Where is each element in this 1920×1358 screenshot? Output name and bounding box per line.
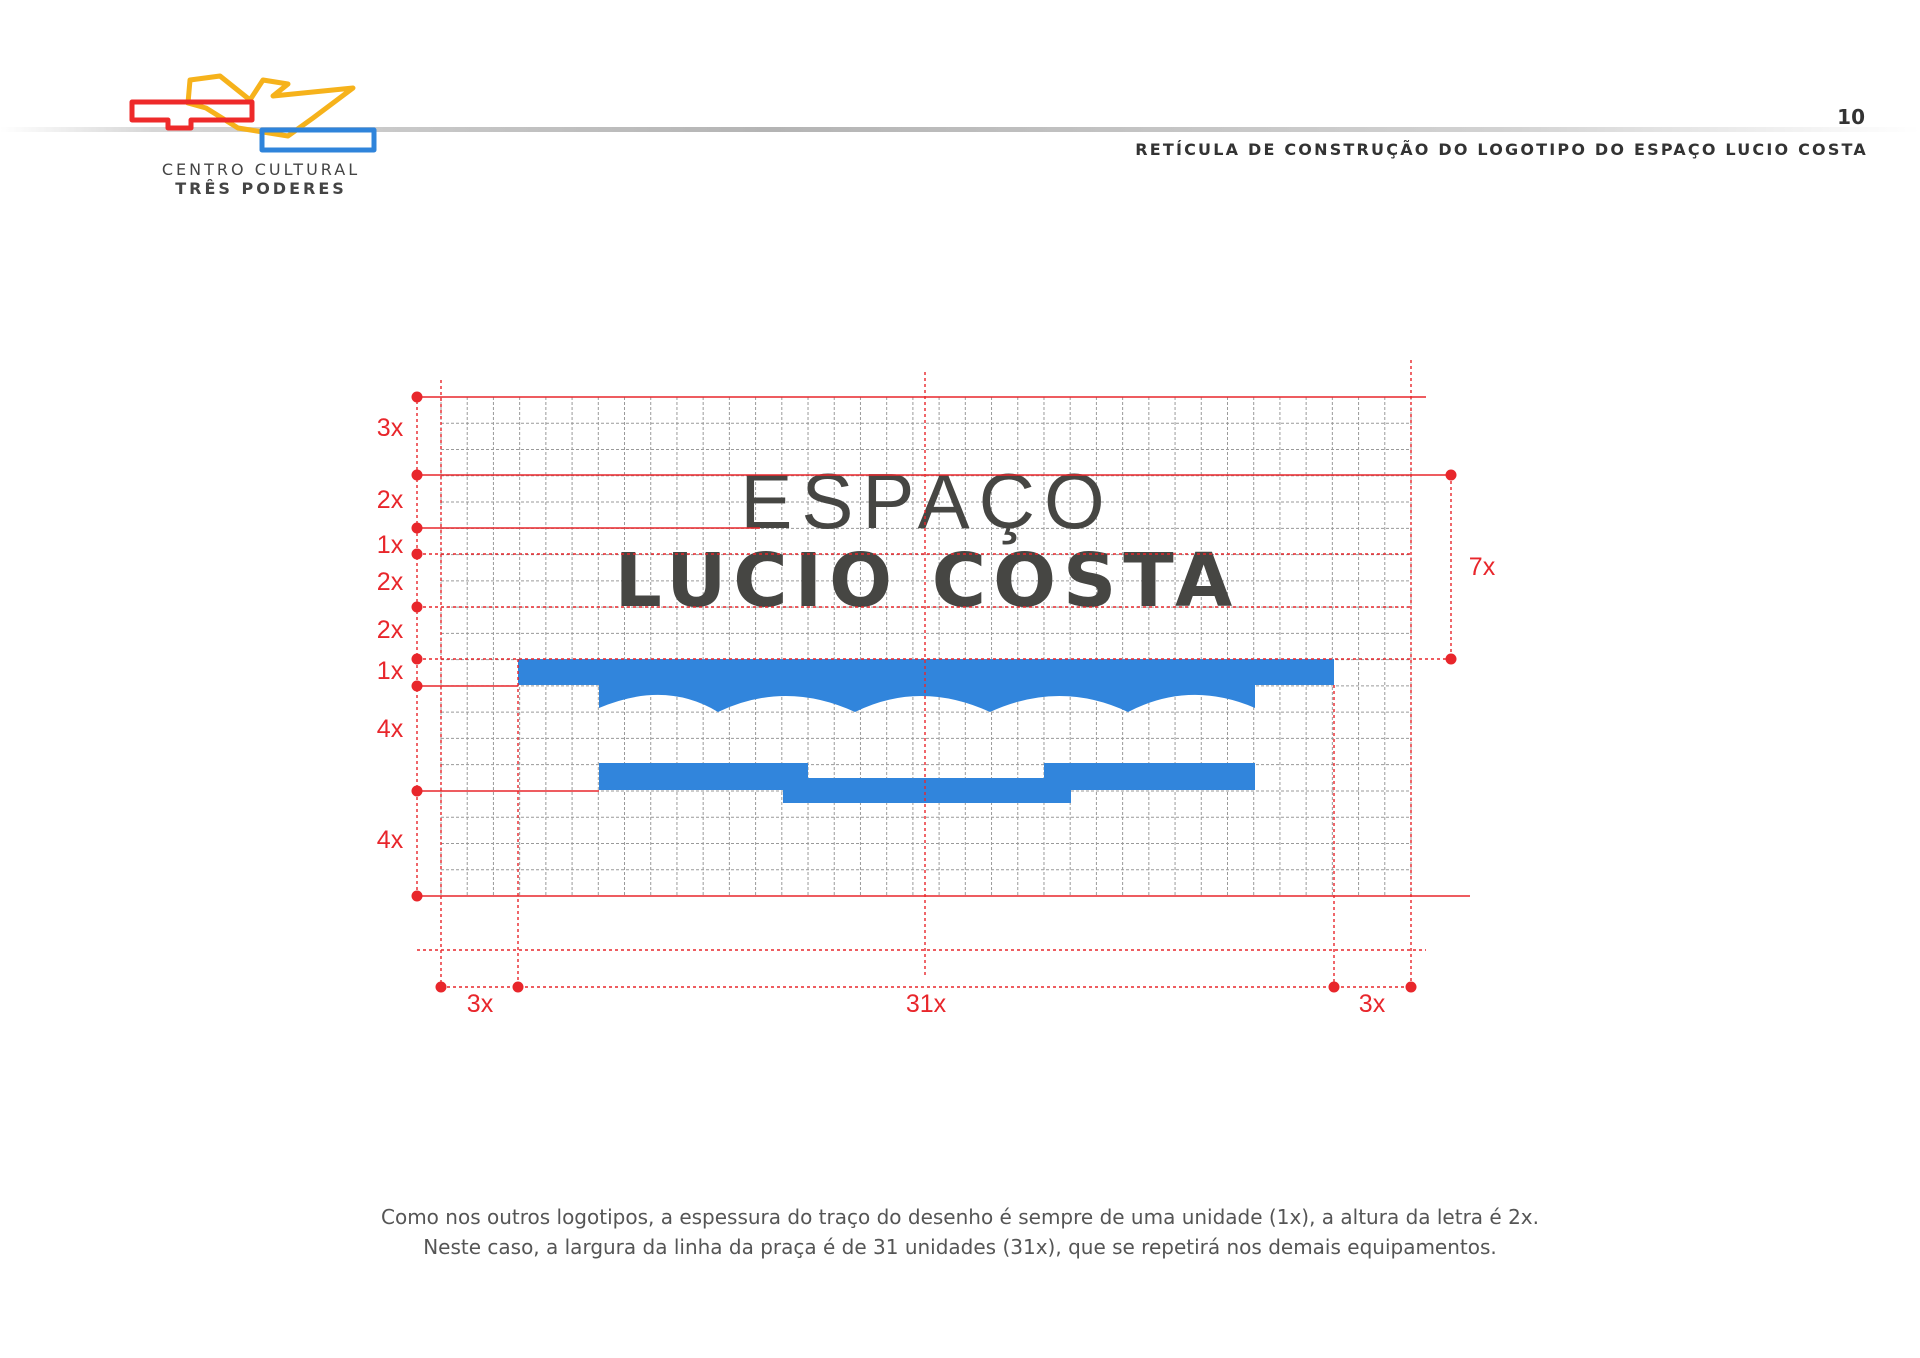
guide-dot <box>1446 654 1457 665</box>
guide-dot <box>1329 982 1340 993</box>
left-label-2x: 2x <box>376 616 404 644</box>
logo-plaza-bottom-bar <box>599 763 1255 803</box>
guide-dot <box>1406 982 1417 993</box>
left-label-4x: 4x <box>376 715 404 743</box>
left-label-4x: 4x <box>376 826 404 854</box>
page-title: RETÍCULA DE CONSTRUÇÃO DO LOGOTIPO DO ESPAÇO LUCIO COSTA <box>1135 140 1868 159</box>
caption <box>0 1202 1920 1262</box>
guide-dot <box>412 786 423 797</box>
brand-name-line1: CENTRO CULTURAL <box>161 160 361 179</box>
guide-dot <box>436 982 447 993</box>
left-label-3x: 3x <box>376 414 404 442</box>
left-label-2x: 2x <box>376 486 404 514</box>
bottom-label-3x-left: 3x <box>466 990 494 1018</box>
left-label-1x: 1x <box>376 657 404 685</box>
logo-plaza-shape <box>518 659 1334 803</box>
bottom-label-3x-right: 3x <box>1358 990 1386 1018</box>
right-label-7x: 7x <box>1468 553 1496 581</box>
guide-dot <box>412 891 423 902</box>
logo-text-lucio-costa: LUCIO COSTA <box>614 538 1240 624</box>
brand-name-line2: TRÊS PODERES <box>175 179 347 198</box>
left-label-2x: 2x <box>376 568 404 596</box>
logo-plaza-top-bar <box>518 659 1334 712</box>
left-label-1x: 1x <box>376 531 404 559</box>
guide-dot <box>412 549 423 560</box>
page-number: 10 <box>1837 105 1865 129</box>
guide-dot <box>1446 470 1457 481</box>
guide-dot <box>412 392 423 403</box>
guide-dot <box>412 523 423 534</box>
guide-dot <box>412 681 423 692</box>
caption-line1: Como nos outros logotipos, a espessura do traço do desenho é sempre de uma unidade (1x), a altura da letra é 2x. <box>381 1205 1539 1229</box>
guide-dot <box>412 470 423 481</box>
guide-dot <box>412 654 423 665</box>
bottom-label-31x: 31x <box>905 990 947 1018</box>
guide-dot <box>412 602 423 613</box>
caption-line2: Neste caso, a largura da linha da praça é de 31 unidades (31x), que se repetirá nos demais equipamentos. <box>423 1235 1497 1259</box>
logo-text-espaco: ESPAÇO <box>740 457 1114 545</box>
guide-dot <box>513 982 524 993</box>
